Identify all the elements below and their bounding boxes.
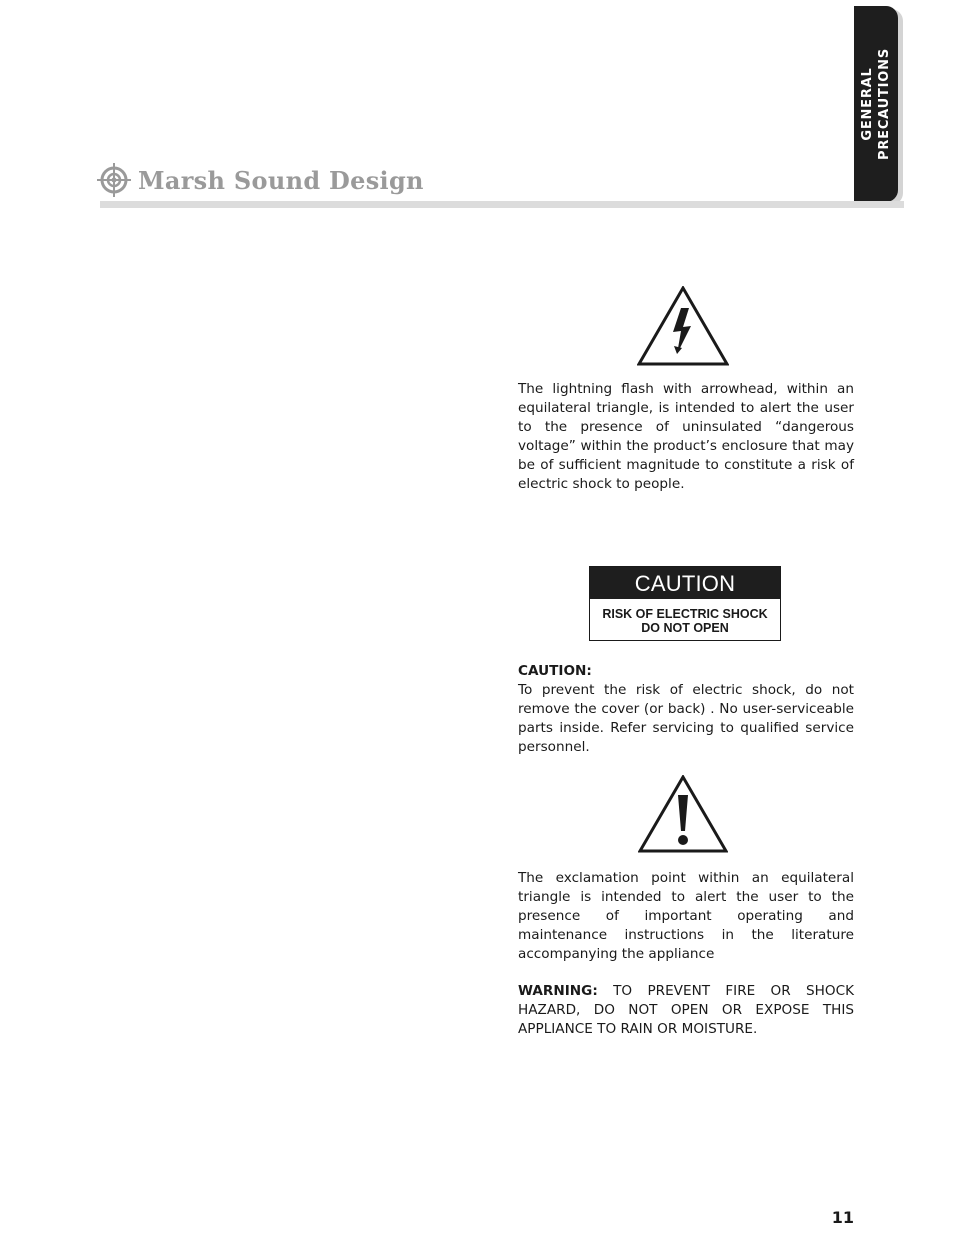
caution-heading: CAUTION: <box>518 663 592 679</box>
lightning-warning-triangle-icon <box>637 286 729 366</box>
warning-text: TO PREVENT FIRE OR SHOCK HAZARD, DO NOT OPEN OR EXPOSE THIS APPLIANCE TO RAIN OR MOISTURE. <box>518 983 854 1037</box>
header-divider <box>100 201 904 208</box>
lightning-description: The lightning flash with arrowhead, within an equilateral triangle, is intended to alert the user to the presence of uninsulated “dangerous voltage” within the product’s enclosure that may be of sufficient magnitude to constitute a risk of electric shock to people. <box>518 381 854 492</box>
caution-label-line2: DO NOT OPEN <box>641 621 729 635</box>
warning-label: WARNING: <box>518 983 598 999</box>
target-crosshair-icon <box>96 162 132 198</box>
brand-name: Marsh Sound Design <box>138 166 424 195</box>
section-tab-line1: GENERAL <box>860 67 875 141</box>
section-tab-label <box>859 48 893 160</box>
exclamation-description: The exclamation point within an equilateral triangle is intended to alert the user to the presence of important operating and maintenance instructions in the literature accompanying the appliance <box>518 870 854 962</box>
caution-text: To prevent the risk of electric shock, do not remove the cover (or back) . No user-serviceable parts inside. Refer servicing to qualified service personnel. <box>518 682 854 755</box>
caution-label-line1: RISK OF ELECTRIC SHOCK <box>602 607 768 621</box>
section-tab-line2: PRECAUTIONS <box>877 48 892 160</box>
warning-paragraph <box>518 982 854 1039</box>
page-number: 11 <box>831 1208 854 1227</box>
caution-label <box>589 566 781 641</box>
exclamation-warning-triangle-icon <box>638 775 728 853</box>
caution-label-title: CAUTION <box>590 567 780 599</box>
